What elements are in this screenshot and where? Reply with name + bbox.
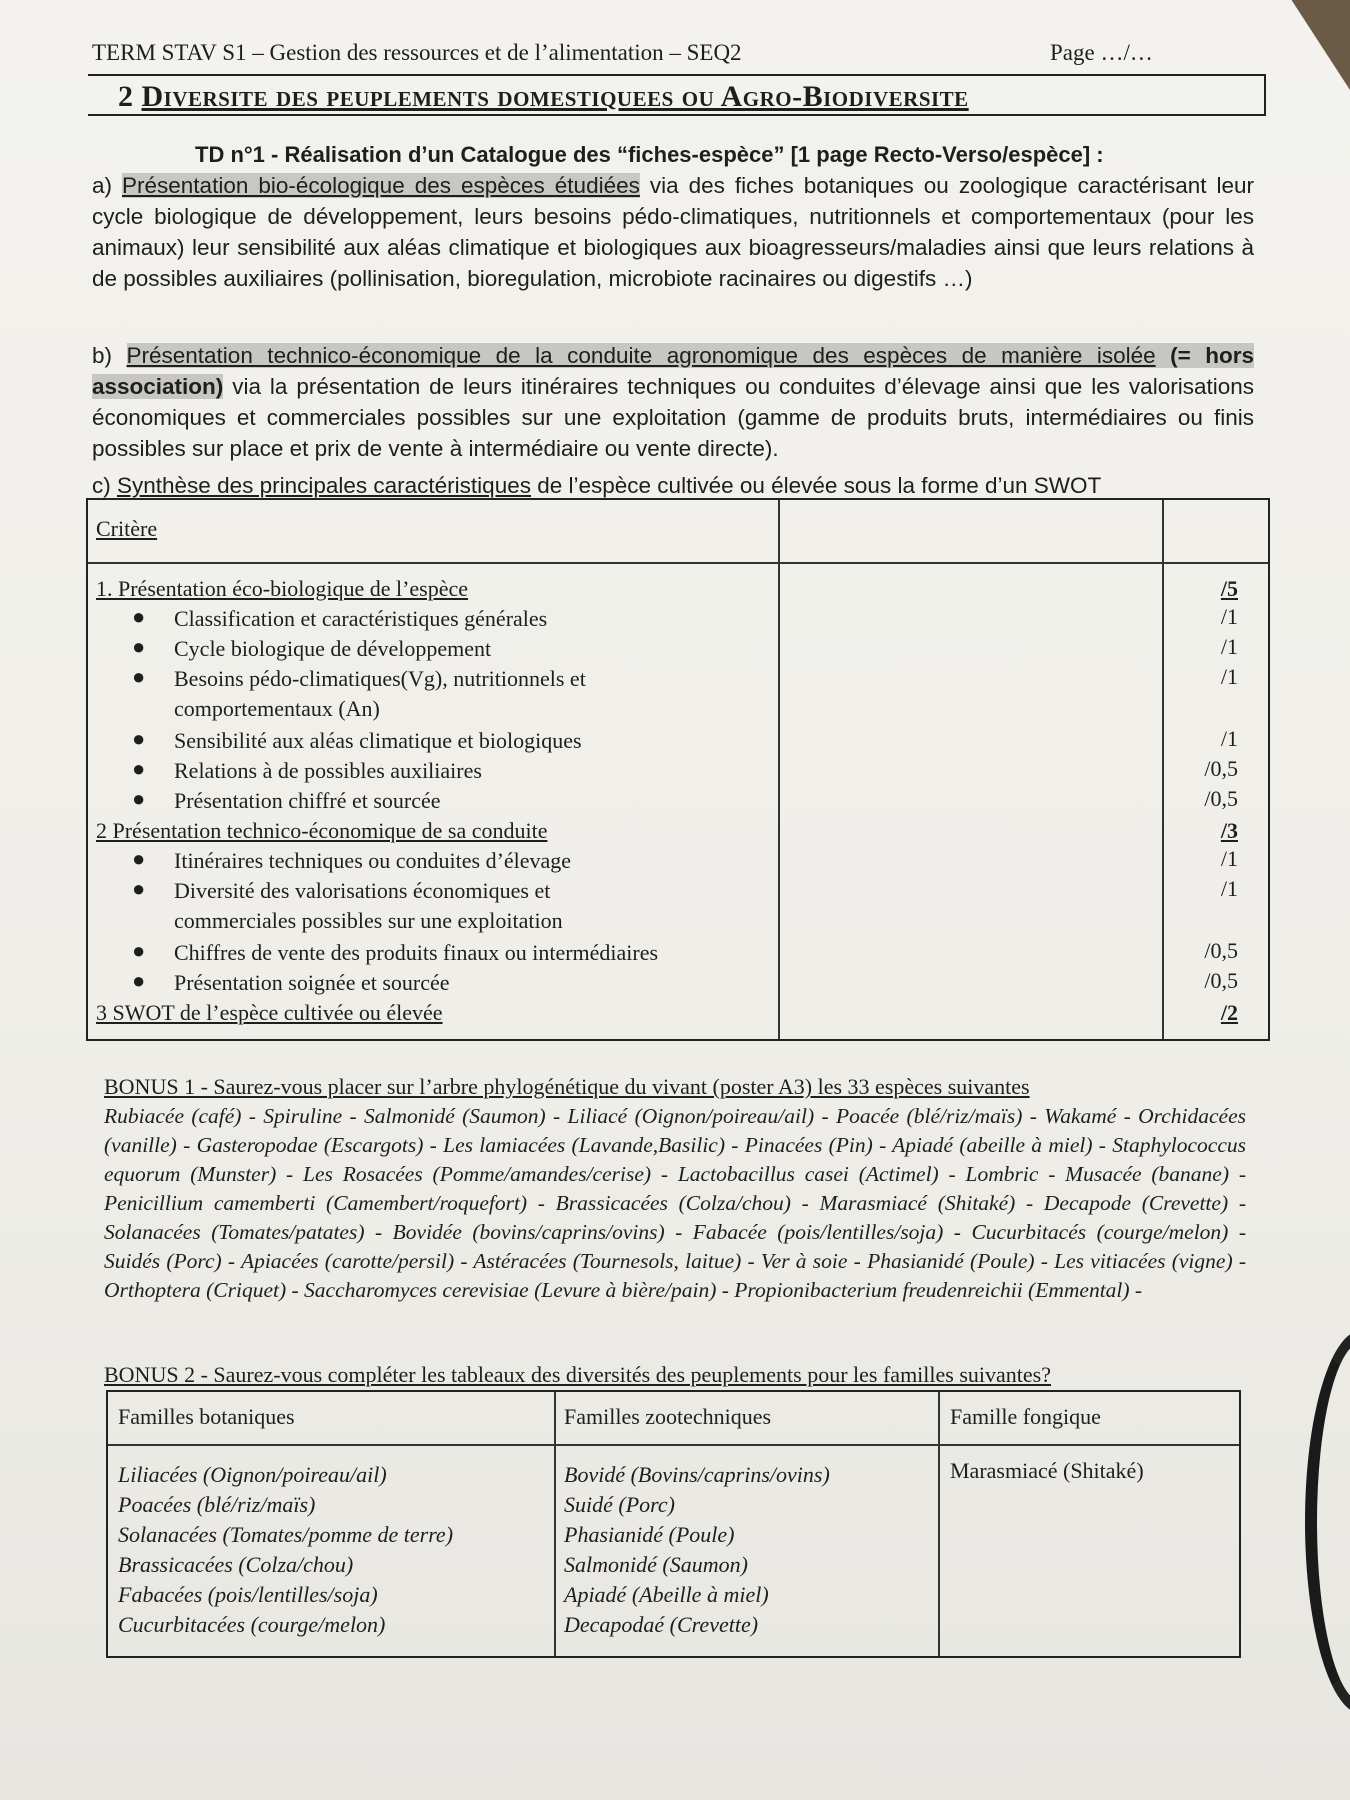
list-item: Decapodaé (Crevette) <box>564 1612 759 1637</box>
criteria-score: /0,5 <box>1204 786 1238 811</box>
page-number: Page …/… <box>1050 40 1153 65</box>
fungal-families-list <box>950 1456 1144 1486</box>
table-header-divider <box>88 562 1268 564</box>
list-item: Brassicacées (Colza/chou) <box>118 1552 354 1577</box>
td-title: TD n°1 - Réalisation d’un Catalogue des “fiches-espèce” [1 page Recto-Verso/espèce] : <box>195 142 1104 167</box>
bonus1-species-list: Rubiacée (café) - Spiruline - Salmonidé (Saumon) - Liliacé (Oignon/poireau/ail) - Poacée (blé/riz/maïs) - Wakamé - Orchidacées (vanille) - Gasteropodae (Escargots) - Les lamiacées (Lavande,Basilic) - Pinacées (Pin) - Apiadé (abeille à miel) - Staphylococcus equorum (Munster) - Les Rosacées (Pomme/amandes/cerise) - Lactobacillus casei (Actimel) - Lombric - Musacée (banane) - Penicillium camemberti (Camembert/roquefort) - Brassicacées (Colza/chou) - Marasmiacé (Shitaké) - Decapode (Crevette) - Solanacées (Tomates/patates) - Bovidée (bovins/caprins/ovins) - Fabacée (pois/lentilles/soja) - Cucurbitacés (courge/melon) - Suidés (Porc) - Apiacées (carotte/persil) - Astéracées (Tournesols, laitue) - Ver à soie - Phasianidé (Poule) - Les vitiacées (vigne) - Orthoptera (Criquet) - Saccharomyces cerevisiae (Levure à bière/pain) - Propionibacterium freudenreichii (Emmental) - <box>104 1104 1246 1302</box>
bullet-icon: ● <box>132 876 146 901</box>
column-header-botanical: Familles botaniques <box>118 1404 295 1429</box>
bonus1-title: BONUS 1 - Saurez-vous placer sur l’arbre phylogénétique du vivant (poster A3) les 33 espèces suivantes <box>104 1074 1030 1099</box>
list-item: Phasianidé (Poule) <box>564 1522 735 1547</box>
section-b-paren: (= hors association) <box>92 343 1254 399</box>
section-title <box>118 80 969 114</box>
list-item: Salmonidé (Saumon) <box>564 1552 748 1577</box>
bonus2-title: BONUS 2 - Saurez-vous compléter les tableaux des diversités des peuplements pour les familles suivantes? <box>104 1362 1051 1387</box>
section-b-prefix: b) <box>92 343 127 368</box>
list-item: Apiadé (Abeille à miel) <box>564 1582 769 1607</box>
criteria-score: /1 <box>1220 726 1238 751</box>
section-c <box>92 470 1254 501</box>
list-item: Fabacées (pois/lentilles/soja) <box>118 1582 378 1607</box>
criteria-item-cont: comportementaux (An) <box>174 696 380 721</box>
criteria-score: /0,5 <box>1204 756 1238 781</box>
criteria-item-cont: commerciales possibles sur une exploitation <box>174 908 563 933</box>
criteria-section-title: 3 SWOT de l’espèce cultivée ou élevée <box>96 1000 443 1025</box>
section-b <box>92 340 1254 464</box>
section-a-body: via des fiches botaniques ou zoologique caractérisant leur cycle biologique de développement, leurs besoins pédo-climatiques, nutritionnels et comportementaux (pour les animaux) leur sensibilité aux aléas climatique et biologiques aux bioagresseurs/maladies ainsi que leurs relations à de possibles auxiliaires (pollinisation, bioregulation, microbiote racinaires ou digestifs …) <box>92 173 1254 291</box>
criteria-item: Besoins pédo-climatiques(Vg), nutritionnels et <box>174 666 586 691</box>
list-item: Poacées (blé/riz/maïs) <box>118 1492 316 1517</box>
bullet-icon: ● <box>132 786 146 811</box>
list-item: Bovidé (Bovins/caprins/ovins) <box>564 1462 830 1487</box>
criteria-score: /1 <box>1220 876 1238 901</box>
bullet-icon: ● <box>132 846 146 871</box>
section-c-heading: Synthèse des principales caractéristiques <box>117 473 531 498</box>
criteria-table <box>86 498 1270 1041</box>
criteria-item: Chiffres de vente des produits finaux ou intermédiaires <box>174 940 659 965</box>
bullet-icon: ● <box>132 664 146 689</box>
bullet-icon: ● <box>132 756 146 781</box>
bullet-icon: ● <box>132 938 146 963</box>
criteria-score: /3 <box>1220 818 1238 843</box>
list-item: Cucurbitacées (courge/melon) <box>118 1612 386 1637</box>
section-a-heading: Présentation bio-écologique des espèces étudiées <box>122 173 640 198</box>
criteria-score: /5 <box>1220 576 1238 601</box>
section-number: 2 <box>118 80 134 113</box>
cable-object <box>1305 1330 1350 1714</box>
criteria-section-title: 1. Présentation éco-biologique de l’espèce <box>96 576 469 601</box>
bullet-icon: ● <box>132 604 146 629</box>
criteria-item: Sensibilité aux aléas climatique et biologiques <box>174 728 582 753</box>
bullet-icon: ● <box>132 634 146 659</box>
list-item: Solanacées (Tomates/pomme de terre) <box>118 1522 454 1547</box>
bullet-icon: ● <box>132 968 146 993</box>
section-c-body: de l’espèce cultivée ou élevée sous la forme d’un SWOT <box>530 473 1102 498</box>
criteria-item: Itinéraires techniques ou conduites d’élevage <box>174 848 572 873</box>
criteria-item: Diversité des valorisations économiques et <box>174 878 551 903</box>
criteria-item: Présentation soignée et sourcée <box>174 970 450 995</box>
section-c-prefix: c) <box>92 473 117 498</box>
criteria-score: /1 <box>1220 604 1238 629</box>
list-item: Suidé (Porc) <box>564 1492 675 1517</box>
table-divider <box>778 500 780 1039</box>
column-header-fungal: Famille fongique <box>950 1404 1101 1429</box>
table-edge-background <box>1260 0 1350 90</box>
section-title-text: Diversite des peuplements domestiquees ou Agro-Biodiversite <box>141 80 969 113</box>
criteria-score: /1 <box>1220 634 1238 659</box>
list-item: Liliacées (Oignon/poireau/ail) <box>118 1462 387 1487</box>
criteria-score: /0,5 <box>1204 938 1238 963</box>
criteria-item: Cycle biologique de développement <box>174 636 492 661</box>
criteria-header: Critère <box>96 516 158 541</box>
column-header-zootechnical: Familles zootechniques <box>564 1404 772 1429</box>
course-header: TERM STAV S1 – Gestion des ressources et de l’alimentation – SEQ2 <box>92 40 742 65</box>
list-item: Marasmiacé (Shitaké) <box>950 1458 1144 1483</box>
section-b-heading: Présentation technico-économique de la conduite agronomique des espèces de manière isolée <box>126 343 1156 368</box>
table-header-divider <box>108 1444 1239 1446</box>
bullet-icon: ● <box>132 726 146 751</box>
table-divider <box>938 1392 940 1656</box>
criteria-item: Relations à de possibles auxiliaires <box>174 758 482 783</box>
zootechnical-families-list <box>564 1460 830 1640</box>
criteria-item: Classification et caractéristiques générales <box>174 606 548 631</box>
criteria-item: Présentation chiffré et sourcée <box>174 788 441 813</box>
criteria-score: /1 <box>1220 846 1238 871</box>
criteria-score: /0,5 <box>1204 968 1238 993</box>
section-a <box>92 170 1254 294</box>
families-table <box>106 1390 1241 1658</box>
table-divider <box>554 1392 556 1656</box>
botanical-families-list <box>118 1460 453 1640</box>
criteria-score: /1 <box>1220 664 1238 689</box>
section-b-body: via la présentation de leurs itinéraires techniques ou conduites d’élevage ainsi que les valorisations économiques et commerciales possibles sur une exploitation (gamme de produits bruts, intermédiaires ou finis possibles sur place et prix de vente à intermédiaire ou vente directe). <box>92 374 1254 461</box>
criteria-score: /2 <box>1220 1000 1238 1025</box>
criteria-section-title: 2 Présentation technico-économique de sa conduite <box>96 818 548 843</box>
section-a-prefix: a) <box>92 173 123 198</box>
